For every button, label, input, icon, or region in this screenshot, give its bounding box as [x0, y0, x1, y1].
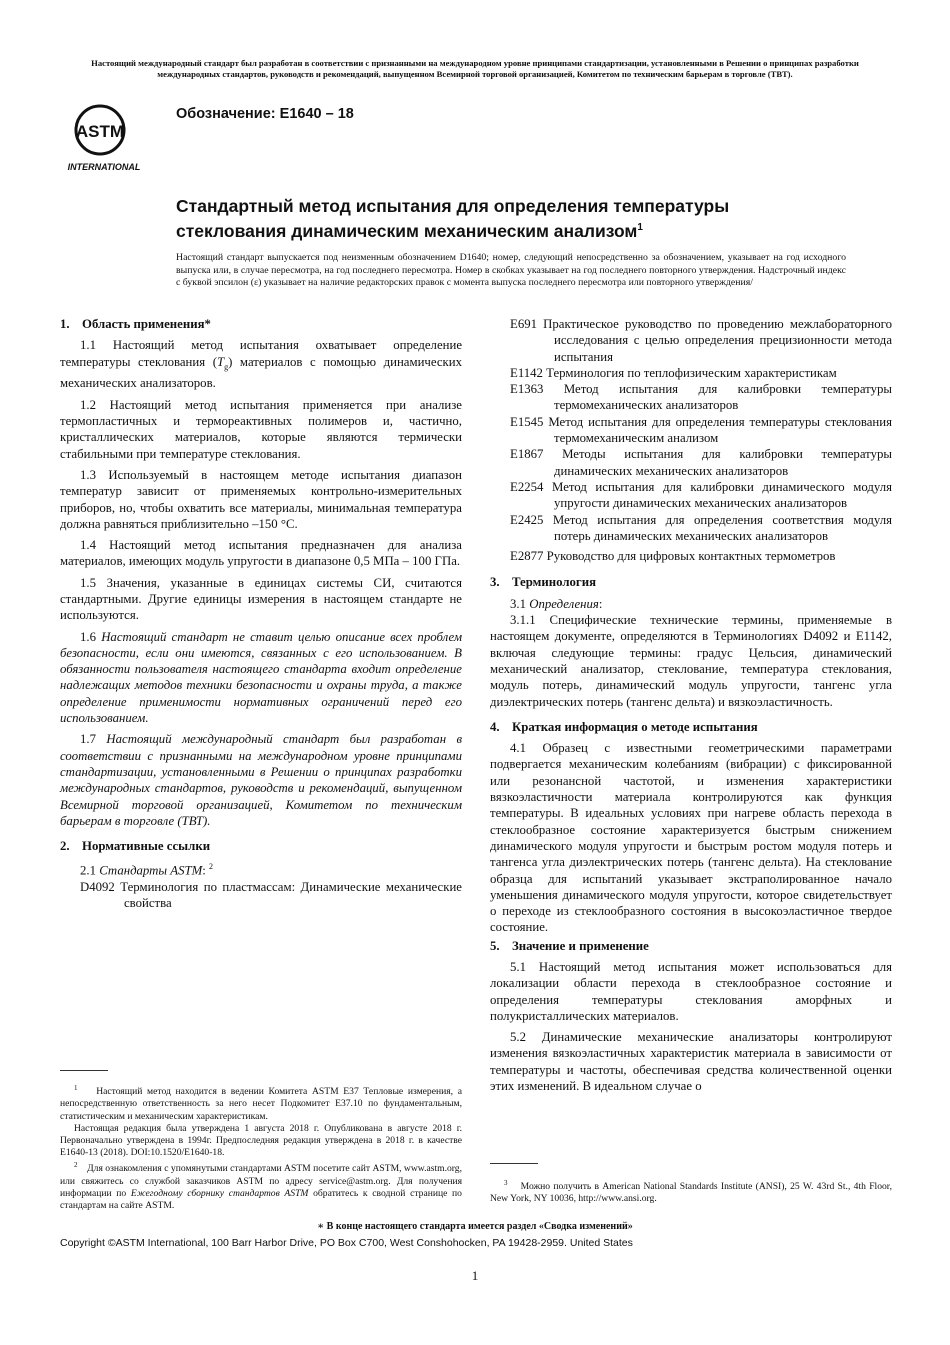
section-1-heading: 1. Область применения* — [60, 317, 211, 331]
section-4-heading: 4. Краткая информация о методе испытания — [490, 719, 758, 734]
page-number: 1 — [471, 1268, 479, 1283]
para-1-1: 1.1 Настоящий метод испытания охватывает определение температуры стеклования $(T_g)$ материалов с помощью динамических механических анализаторов. — [60, 338, 462, 391]
title-line-2: стеклования динамическим механическим анализом — [176, 220, 638, 241]
ref-e1363: E1363 Метод испытания для калибровки температуры термомеханических анализаторов — [510, 382, 892, 413]
summary-of-changes-note: ∗ В конце настоящего стандарта имеется раздел «Сводка изменений» — [317, 1221, 633, 1232]
designation: Обозначение: E1640 – 18 — [176, 106, 354, 122]
logo-text: ASTM — [75, 122, 125, 141]
footnote-separator-right — [490, 1163, 538, 1164]
ref-e691: E691 Практическое руководство по проведению межлабораторного исследования с целью определения прецизионности метода испытания — [510, 317, 892, 364]
ref-e1545: E1545 Метод испытания для определения температуры стеклования термомеханическим анализом — [510, 414, 892, 446]
title-footnote-mark: 1 — [637, 222, 643, 233]
right-column — [490, 316, 892, 1094]
ref-e2425: E2425 Метод испытания для определения соответствия модуля потерь динамических механических анализаторов — [510, 512, 892, 543]
footnotes-left — [60, 1082, 462, 1212]
para-1-2: 1.2 Настоящий метод испытания применяется при анализе термопластичных и термореактивных полимеров и, частично, кристаллических материалов, которые являются термически стабильными при температуре стеклования. — [60, 397, 462, 461]
para-1-6: 1.6 Настоящий стандарт не ставит целью описание всех проблем безопасности, если они имеются, связанных с его использованием. В обязанности пользователя настоящего стандарта входит определение надлежащих методов техники безопасности и охраны труда, а также определение применимости нормативных ограничений перед его использованием. — [60, 629, 462, 726]
footnote-separator-left — [60, 1070, 108, 1071]
ref-d4092: D4092 Терминология по пластмассам: Динамические механические свойства — [80, 880, 462, 911]
footnote-2: $^2$ Для ознакомления с упомянутыми стандартами ASTM посетите сайт ASTM, www.astm.org, или свяжитесь со службой заказчиков ASTM по адресу service@astm.org. Для получения информации по Ежегодному сборнику стандартов ASTM обратитесь к сводной странице по стандартам на сайте ASTM. — [60, 1161, 463, 1212]
footnotes-right — [490, 1177, 892, 1206]
para-1-4: 1.4 Настоящий метод испытания предназначен для анализа материалов, имеющих модуль упругости в диапазоне 0,5 МПа – 100 ГПа. — [60, 538, 462, 569]
section-5-heading: 5. Значение и применение — [490, 938, 649, 953]
intro-paragraph: Настоящий стандарт выпускается под неизменным обозначением D1640; номер, следующий непосредственно за обозначением, указывает на год исходного выпуска или, в случае пересмотра, на год последнего пересмотра. Номер в скобках указывает на год последнего повторного утверждения. Надстрочный индекс с буквой эпсилон (ε) указывает на наличие редакторских правок с момента выпуска последнего пересмотра или повторного утверждения/ — [176, 252, 846, 288]
left-column — [60, 316, 462, 912]
para-5-2: 5.2 Динамические механические анализаторы контролируют изменения вязкоэластичных характеристик материала в зависимости от температуры и частоты, обеспечивая средства количественной оценки этих изменений. В идеальном случае о — [490, 1030, 892, 1094]
para-3-1: 3.1 Определения: — [510, 596, 603, 611]
title-line-1: Стандартный метод испытания для определения температуры — [176, 196, 730, 216]
ref-e1142: E1142 Терминология по теплофизическим характеристикам — [510, 365, 837, 380]
footnote-1: $^1$ Настоящий метод находится в ведении Комитета ASTM E37 Тепловые измерения, а непосредственную ответственность за него несет Подкомитет E37.10 по фундаментальным, статистическим и механическим характеристикам. — [60, 1084, 462, 1122]
ref-e2877: E2877 Руководство для цифровых контактных термометров — [510, 549, 836, 564]
para-4-1: 4.1 Образец с известными геометрическими параметрами подвергается механическим колебаниям (вибрации) с фиксированной или резонансной частотой, и изменения характеристики вязкоэластичности материала контролируются как функция температуры. В идеальных условиях при нагреве область перехода в стеклообразное состояние характеризуется быстрым снижением динамического модуля упругости и быстрым ростом модуля потерь и тангенса угла диэлектрических потерь (тангенс дельта). На стеклование образца для испытаний указывает экстраполированное начало уменьшения динамического модуля упругости, которое свидетельствует о переходе из стеклообразного состояния в высокоэластичное твердое состояние. — [490, 741, 892, 935]
para-5-1: 5.1 Настоящий метод испытания может использоваться для локализации области перехода в стеклообразное состояние и определения температуры стеклования аморфных и полукристаллических материалов. — [490, 959, 892, 1023]
para-1-3: 1.3 Используемый в настоящем методе испытания диапазон температур зависит от применяемых контрольно-измерительных приборов, но, чтобы охватить все материалы, минимальная температура должна равняться приблизительно –150 °C. — [60, 467, 462, 531]
para-3-1-1: 3.1.1 Специфические технические термины, применяемые в настоящем документе, определяются в Терминологиях D4092 и E1142, включая следующие термины: градус Цельсия, динамический механический анализатор, стеклование, температура стеклования, модуль потерь, динамический модуль упругости, тангенс угла диэлектрических потерь (тангенс дельта) и вязкоэластичность. — [490, 613, 892, 709]
section-2-heading: 2. Нормативные ссылки — [60, 839, 211, 854]
header-notice: Настоящий международный стандарт был разработан в соответствии с признанными на международном уровне принципами стандартизации, установленными в Решении о принципах разработки международных стандартов, руководств и рекомендаций, выпущенном Всемирной торговой организацией, Комитетом по техническим барьерам в торговле (ТВТ). — [91, 58, 859, 79]
ref-e2254: E2254 Метод испытания для калибровки динамического модуля упругости динамических механических анализаторов — [510, 479, 892, 511]
para-1-7: 1.7 Настоящий международный стандарт был разработан в соответствии с признанными на международном уровне принципами стандартизации, установленными в Решении о принципах разработки международных стандартов, руководств и рекомендаций, выпущенном Всемирной торговой организацией, Комитетом по техническим барьерам в торговле (ТВТ). — [60, 732, 462, 828]
footnote-1-continued: Настоящая редакция была утверждена 1 августа 2018 г. Опубликована в августе 2018 г. Первоначально утверждена в 1994г. Предпоследняя редакция утверждена в 2018 г. в качестве E1640-13 (2018). DOI:10.1520/E1640-18. — [60, 1122, 462, 1159]
astm-logo-graphic — [66, 104, 146, 176]
section-3-heading: 3. Терминология — [490, 575, 597, 590]
para-2-1: 2.1 Стандарты ASTM: $^2$ — [80, 862, 214, 878]
reference-list — [510, 316, 892, 564]
astm-logo — [66, 104, 146, 176]
ref-e1867: E1867 Методы испытания для калибровки температуры динамических механических анализаторов — [510, 447, 892, 478]
footnote-3: $^3$ Можно получить в American National Standards Institute (ANSI), 25 W. 43rd St., 4th Floor, New York, NY 10036, http://www.ansi.org. — [490, 1179, 892, 1205]
para-1-5: 1.5 Значения, указанные в единицах системы СИ, считаются стандартными. Другие единицы измерения в настоящем стандарте не используются. — [60, 575, 462, 623]
document-title — [176, 196, 836, 242]
copyright: Copyright ©ASTM International, 100 Barr Harbor Drive, PO Box C700, West Conshohocken, PA 19428-2959. United States — [60, 1237, 633, 1249]
logo-subtext: INTERNATIONAL — [67, 162, 141, 172]
